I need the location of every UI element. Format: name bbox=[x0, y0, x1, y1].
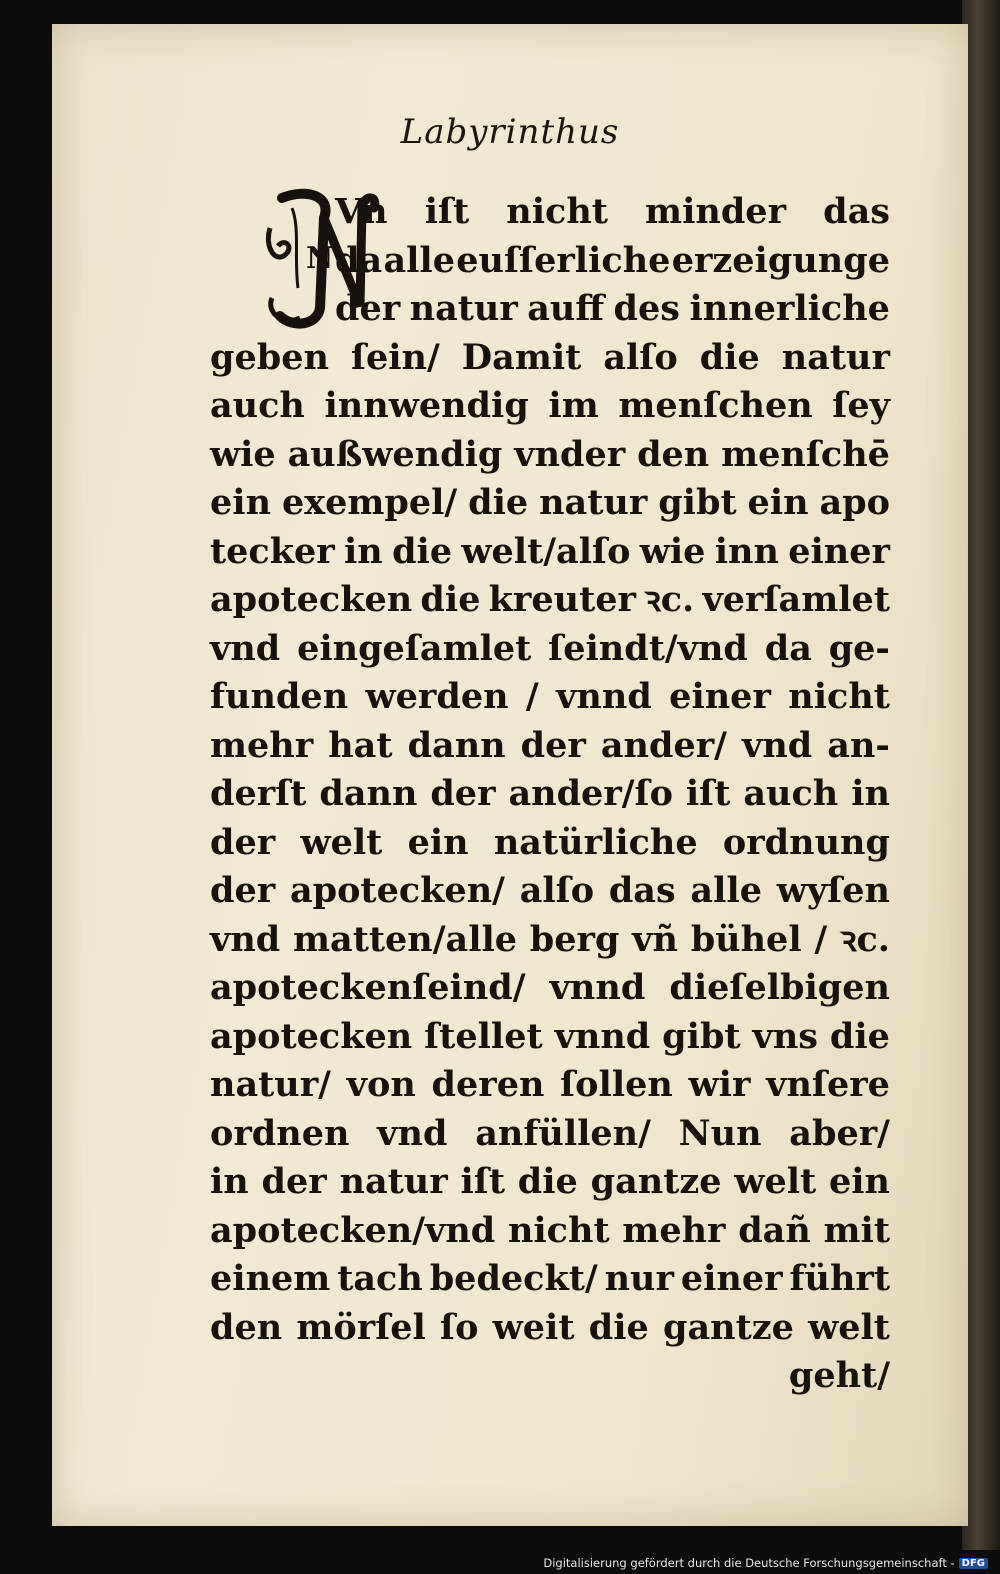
text-line: ordnen vnd anfüllen/ Nun aber/ bbox=[210, 1112, 890, 1154]
text-line: apoteckenſeind/ vnnd dieſelbigen bbox=[210, 967, 890, 1008]
text-line: vnd eingeſamlet ſeindt/vnd da ge- bbox=[210, 627, 890, 669]
text-line: Vn iſt nicht minder das bbox=[335, 191, 890, 232]
text-line: funden werden / vnnd einer nicht bbox=[210, 676, 890, 717]
text-line: apotecken/vnd nicht mehr dañ mit bbox=[210, 1209, 890, 1251]
dfg-logo-icon: DFG bbox=[959, 1558, 988, 1569]
text-line: in der natur iſt die gantze welt ein bbox=[210, 1161, 890, 1202]
footer-text: Digitalisierung gefördert durch die Deutsche Forschungsgemeinschaft - bbox=[543, 1556, 955, 1570]
text-line: tecker in die welt/alſo wie inn einer bbox=[210, 530, 890, 572]
text-line: der welt ein natürliche ordnung bbox=[210, 821, 890, 863]
text-line: wie außwendig vnder den menſchē bbox=[210, 433, 890, 475]
text-line: da alle euſſerliche erzeigunge bbox=[335, 239, 890, 281]
text-line: mehr hat dann der ander/ vnd an- bbox=[210, 724, 890, 766]
text-line: apotecken die kreuter ꝛc. verſamlet bbox=[210, 579, 890, 620]
text-line: der natur auff des innerliche bbox=[335, 288, 890, 329]
initial-letter: N bbox=[306, 241, 334, 276]
catchword: geht/ bbox=[788, 1355, 890, 1396]
running-head: Labyrinthus bbox=[400, 112, 620, 152]
text-line: geben ſein/ Damit alſo die natur bbox=[210, 336, 890, 378]
text-line: ein exempel/ die natur gibt ein apo bbox=[210, 482, 890, 523]
text-line: einem tach bedeckt/ nur einer führt bbox=[210, 1258, 890, 1299]
text-line: derſt dann der ander/ſo iſt auch in bbox=[210, 773, 890, 814]
text-line: natur/ von deren ſollen wir vnſere bbox=[210, 1064, 890, 1105]
body-text bbox=[210, 188, 890, 1401]
text-line: der apotecken/ alſo das alle wyſen bbox=[210, 870, 890, 911]
text-line: den mörſel ſo weit die gantze welt bbox=[210, 1306, 890, 1348]
digitization-footer bbox=[543, 1556, 988, 1570]
text-line: vnd matten/alle berg vñ bühel / ꝛc. bbox=[210, 918, 890, 960]
text-line: apotecken ſtellet vnnd gibt vns die bbox=[210, 1015, 890, 1057]
text-line: auch innwendig im menſchen ſey bbox=[210, 385, 890, 426]
